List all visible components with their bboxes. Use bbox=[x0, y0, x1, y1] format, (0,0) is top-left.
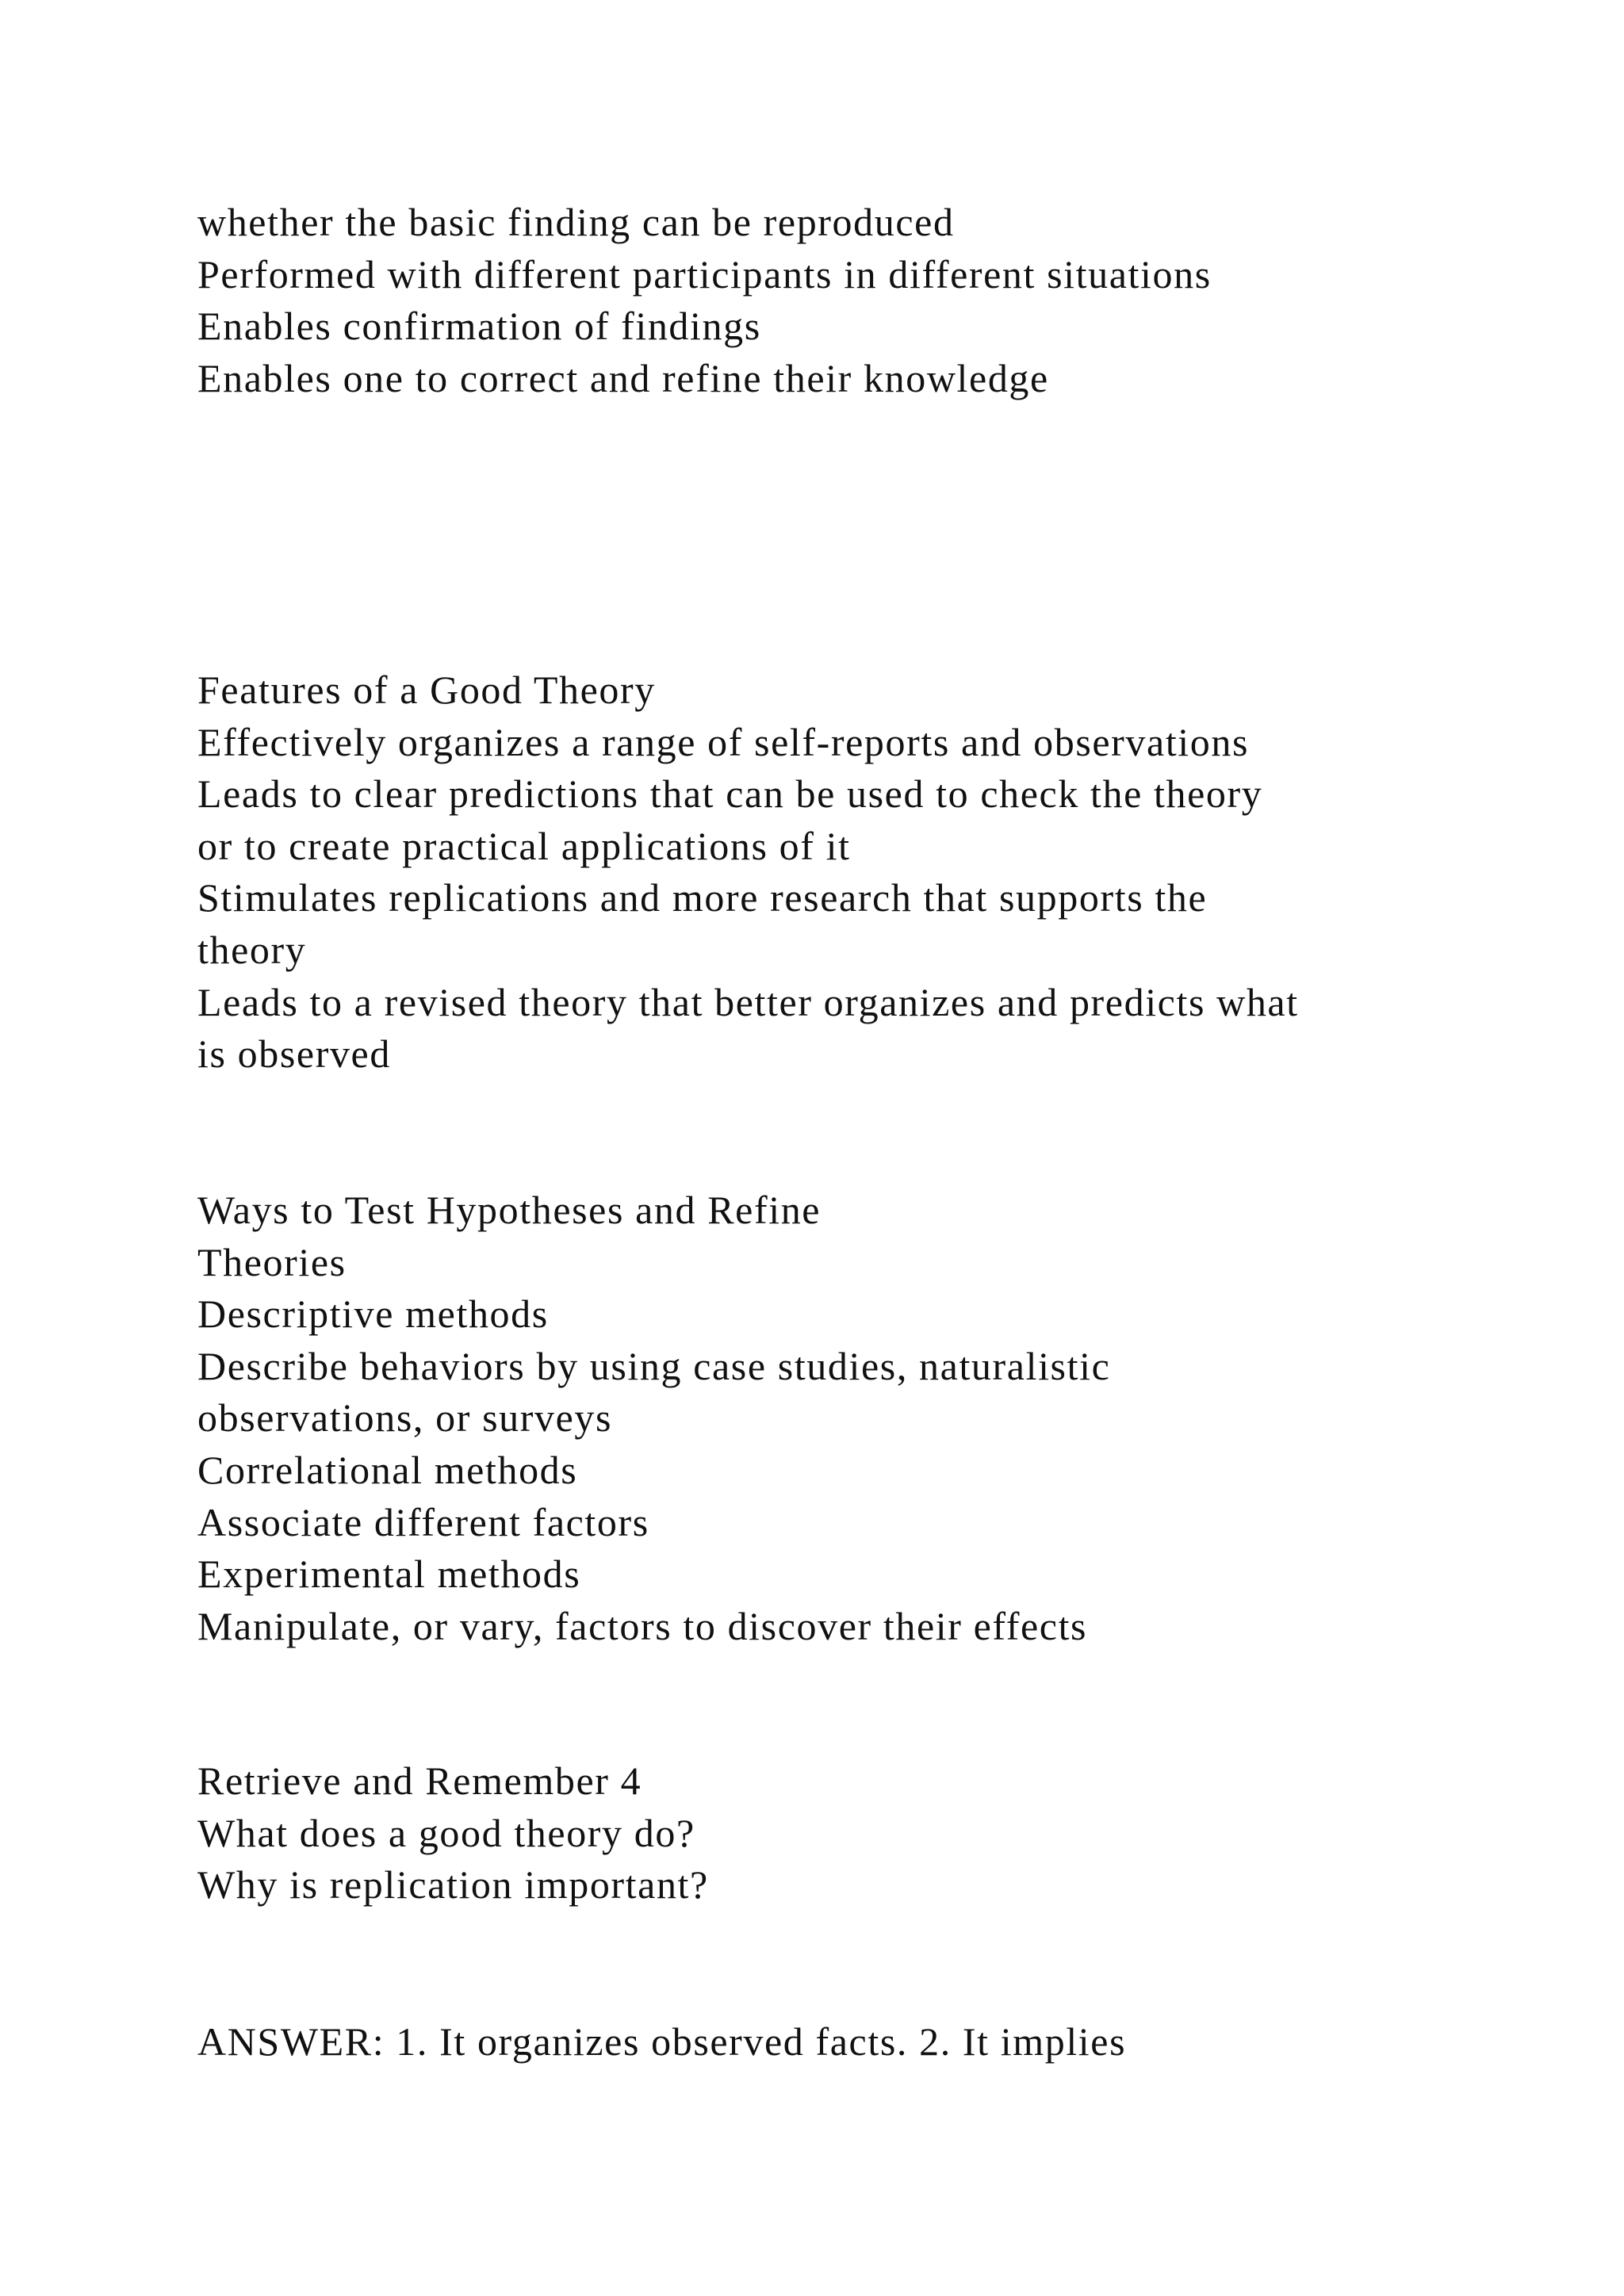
text-line: Describe behaviors by using case studies, naturalistic bbox=[197, 1343, 1111, 1388]
text-line: Performed with different participants in different situations bbox=[197, 251, 1212, 297]
text-line: Manipulate, or vary, factors to discover their effects bbox=[197, 1603, 1088, 1648]
answer-line: ANSWER: 1. It organizes observed facts. 2. It implies bbox=[197, 2019, 1127, 2064]
text-line: Enables one to correct and refine their knowledge bbox=[197, 355, 1049, 400]
replication-paragraph bbox=[197, 197, 1545, 404]
text-line: Associate different factors bbox=[197, 1499, 649, 1544]
text-line: observations, or surveys bbox=[197, 1395, 613, 1441]
section-heading: Retrieve and Remember 4 bbox=[197, 1758, 642, 1803]
test-hypotheses-section bbox=[197, 1184, 1545, 1652]
text-line: Stimulates replications and more research that supports the bbox=[197, 875, 1208, 920]
text-line: theory bbox=[197, 927, 307, 972]
answer-section bbox=[197, 2016, 1545, 2068]
text-line: or to create practical applications of it bbox=[197, 823, 851, 868]
text-line: Descriptive methods bbox=[197, 1292, 549, 1337]
question-line: Why is replication important? bbox=[197, 1862, 709, 1908]
good-theory-section bbox=[197, 664, 1545, 1081]
text-line: Leads to a revised theory that better organizes and predicts what bbox=[197, 979, 1299, 1024]
text-line: Enables confirmation of findings bbox=[197, 304, 761, 349]
question-line: What does a good theory do? bbox=[197, 1810, 695, 1855]
text-line: Experimental methods bbox=[197, 1552, 581, 1597]
text-line: is observed bbox=[197, 1031, 391, 1077]
text-line: whether the basic finding can be reproduced bbox=[197, 200, 955, 244]
text-line: Effectively organizes a range of self-reports and observations bbox=[197, 719, 1250, 764]
section-heading: Ways to Test Hypotheses and Refine bbox=[197, 1188, 822, 1232]
section-heading: Features of a Good Theory bbox=[197, 668, 656, 712]
section-heading: Theories bbox=[197, 1239, 347, 1284]
text-line: Leads to clear predictions that can be used to check the theory bbox=[197, 771, 1263, 817]
retrieve-remember-section bbox=[197, 1755, 1545, 1911]
text-line: Correlational methods bbox=[197, 1447, 578, 1492]
